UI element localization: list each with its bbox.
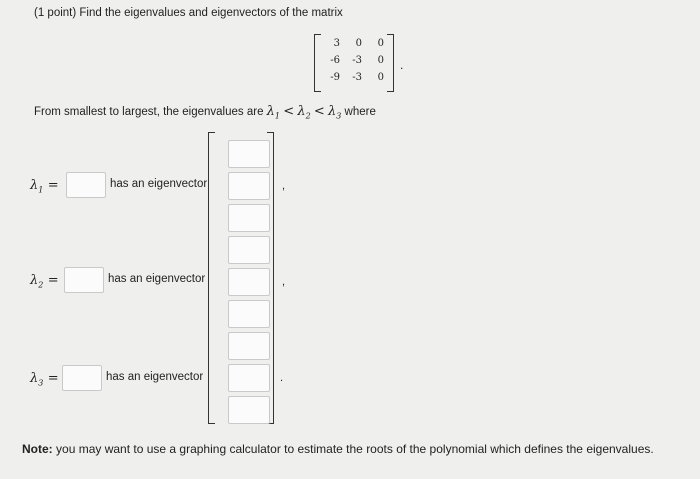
ordering-sentence: [34, 104, 376, 121]
eigenvector-2-entry-3[interactable]: [228, 300, 270, 328]
eigenvector-3-entry-2[interactable]: [228, 364, 270, 392]
lambda-2-symbol: $\lambda_2$: [297, 104, 311, 121]
matrix-left-bracket: [314, 34, 321, 92]
eigen-row-1: [30, 176, 59, 195]
eigenvector-matrix: [208, 132, 274, 422]
eigenvector-1-entry-2[interactable]: [228, 172, 270, 200]
matrix-right-bracket: [387, 34, 394, 92]
question-prompt: Find the eigenvalues and eigenvectors of the matrix: [79, 7, 343, 19]
separator-3: .: [280, 372, 284, 384]
note: [22, 442, 654, 456]
matrix: [314, 34, 394, 90]
equals-sign: =: [47, 273, 59, 288]
points-label: (1 point): [34, 7, 77, 19]
lambda-1-label: $\lambda_1$: [30, 178, 44, 195]
eigenvector-3-entry-1[interactable]: [228, 332, 270, 360]
question-text: [34, 7, 343, 19]
eigen-row-3: [30, 369, 59, 388]
note-text: you may want to use a graphing calculator to estimate the roots of the polynomial which defines the eigenvalues.: [56, 442, 654, 456]
matrix-cell: 0: [377, 72, 384, 83]
matrix-cell: 0: [355, 38, 362, 49]
eigenvector-label-1: has an eigenvector: [110, 178, 208, 190]
ordering-suffix: where: [344, 106, 376, 118]
less-than-symbol: <: [283, 104, 295, 119]
vector-left-bracket: [208, 132, 215, 424]
eigenvector-3-entry-3[interactable]: [228, 396, 270, 424]
lambda-1-symbol: $\lambda_1$: [266, 104, 281, 121]
note-label: Note:: [22, 442, 53, 456]
matrix-grid: [322, 36, 388, 86]
eigenvector-1-entry-1[interactable]: [228, 140, 270, 168]
eigenvector-label-3: has an eigenvector: [106, 371, 204, 383]
eigenvector-2-entry-2[interactable]: [228, 268, 270, 296]
lambda-3-label: $\lambda_3$: [30, 371, 44, 388]
equals-sign: =: [47, 371, 59, 386]
separator-2: ,: [282, 276, 286, 288]
matrix-cell: -6: [330, 55, 340, 66]
matrix-cell: 0: [377, 38, 384, 49]
lambda-1-input[interactable]: [66, 172, 106, 198]
matrix-cell: -3: [352, 55, 362, 66]
separator-1: ,: [282, 180, 286, 192]
eigenvector-2-entry-1[interactable]: [228, 236, 270, 264]
matrix-period: .: [400, 58, 404, 72]
matrix-cell: -3: [352, 72, 362, 83]
eigenvector-label-2: has an eigenvector: [108, 273, 206, 285]
less-than-symbol: <: [313, 104, 325, 119]
matrix-cell: -9: [330, 72, 340, 83]
lambda-3-input[interactable]: [62, 365, 102, 391]
eigenvector-1-entry-3[interactable]: [228, 204, 270, 232]
ordering-prefix: From smallest to largest, the eigenvalues are: [34, 106, 264, 118]
lambda-2-label: $\lambda_2$: [30, 273, 44, 290]
matrix-cell: 3: [333, 38, 340, 49]
lambda-2-input[interactable]: [64, 267, 104, 293]
matrix-cell: 0: [377, 55, 384, 66]
equals-sign: =: [47, 178, 59, 193]
eigen-row-2: [30, 271, 59, 290]
lambda-3-symbol: $\lambda_3$: [327, 104, 342, 121]
